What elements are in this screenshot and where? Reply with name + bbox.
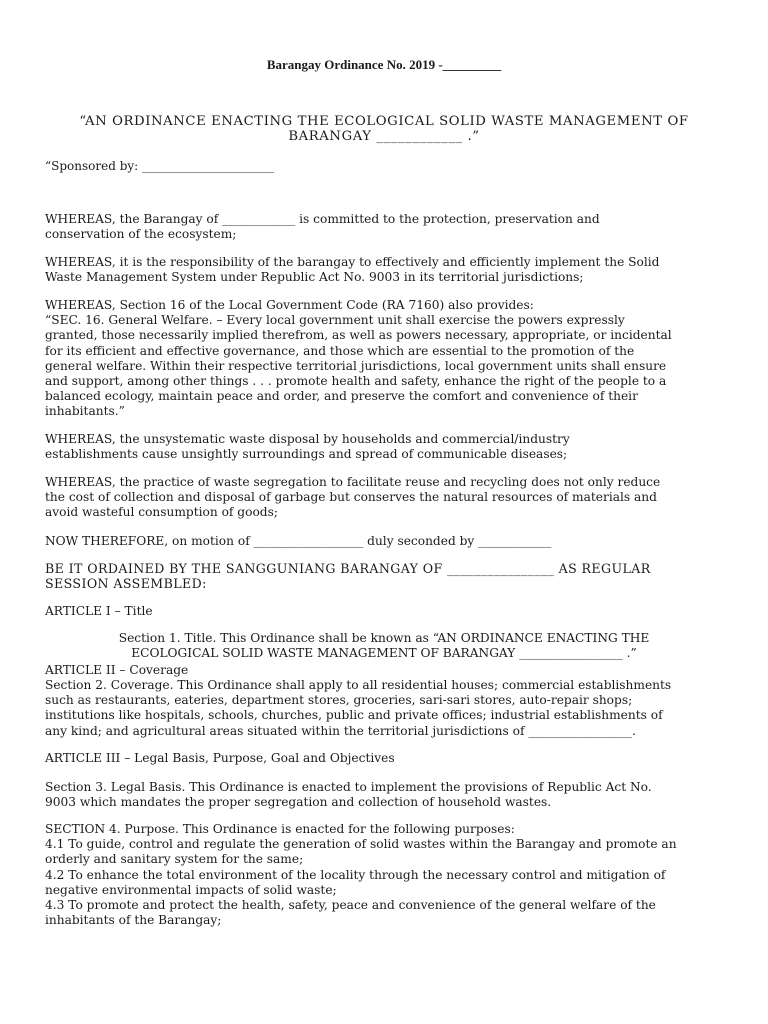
text-line: negative environmental impacts of solid waste; [45,882,337,897]
text-line: WHEREAS, it is the responsibility of the barangay to effectively and efficiently implement the Solid [45,255,660,269]
text-line: institutions like hospitals, schools, churches, public and private offices; industrial establishments of [45,708,663,723]
text-line: conservation of the ecosystem; [45,227,237,242]
text-line: WHEREAS, the Barangay of ____________ is committed to the protection, preservation and [45,212,600,226]
text-line: WHEREAS, Section 16 of the Local Government Code (RA 7160) also provides: [45,298,534,312]
section-4-purpose [45,822,723,928]
text-line: WHEREAS, the unsystematic waste disposal by households and commercial/industry [45,432,570,446]
text-line: 4.3 To promote and protect the health, safety, peace and convenience of the general welfare of the [45,898,656,913]
text-line: inhabitants of the Barangay; [45,913,222,928]
ordinance-title [45,114,723,144]
whereas-clause [45,212,723,242]
article-heading: ARTICLE III – Legal Basis, Purpose, Goal and Objectives [45,751,395,765]
text-line: the cost of collection and disposal of garbage but conserves the natural resources of materials and [45,490,657,505]
text-line: 9003 which mandates the proper segregation and collection of household wastes. [45,795,552,810]
text-line: and support, among other things . . . promote health and safety, enhance the right of the people to a [45,374,667,389]
text-line: “SEC. 16. General Welfare. – Every local government unit shall exercise the powers expressly [45,313,625,328]
text-line: establishments cause unsightly surroundings and spread of communicable diseases; [45,447,568,462]
section-3-legal-basis [45,780,723,810]
text-line: 4.2 To enhance the total environment of the locality through the necessary control and mitigation of [45,867,666,882]
ordained-clause [45,561,723,591]
text-line: BE IT ORDAINED BY THE SANGGUNIANG BARANGAY OF ________________ AS REGULAR [45,561,651,576]
text-line: Section 3. Legal Basis. This Ordinance is enacted to implement the provisions of Republic Act No. [45,780,652,794]
text-line: SESSION ASSEMBLED: [45,576,207,591]
text-line: ECOLOGICAL SOLID WASTE MANAGEMENT OF BARANGAY _________________ .” [131,646,637,660]
text-line: SECTION 4. Purpose. This Ordinance is enacted for the following purposes: [45,822,515,836]
text-line: inhabitants.” [45,404,125,419]
whereas-clause [45,298,723,420]
text-line: WHEREAS, the practice of waste segregation to facilitate reuse and recycling does not only reduce [45,475,661,489]
text-line: any kind; and agricultural areas situated within the territorial jurisdictions of _________________. [45,723,636,738]
sponsored-by: “Sponsored by: ______________________ [45,159,275,173]
ordinance-title-line: BARANGAY ____________ .” [288,129,480,144]
ordinance-title-line: “AN ORDINANCE ENACTING THE ECOLOGICAL SOLID WASTE MANAGEMENT OF [79,114,689,129]
now-therefore-clause: NOW THEREFORE, on motion of __________________ duly seconded by ____________ [45,534,552,548]
text-line: for its efficient and effective governance, and those which are essential to the promotion of the [45,343,635,358]
text-line: such as restaurants, eateries, department stores, groceries, sari-sari stores, auto-repair shops; [45,693,633,708]
whereas-clause [45,432,723,462]
text-line: general welfare. Within their respective territorial jurisdictions, local government units shall ensure [45,358,667,373]
section-1-title [45,631,723,661]
text-line: granted, those necessarily implied therefrom, as well as powers necessary, appropriate, or incidental [45,328,672,343]
whereas-clause [45,475,723,521]
text-line: Section 2. Coverage. This Ordinance shall apply to all residential houses; commercial establishments [45,678,672,692]
text-line: 4.1 To guide, control and regulate the generation of solid wastes within the Barangay and promote an [45,837,677,852]
text-line: avoid wasteful consumption of goods; [45,505,278,520]
text-line: orderly and sanitary system for the same; [45,852,304,867]
article-heading: ARTICLE I – Title [45,604,153,618]
text-line: Waste Management System under Republic Act No. 9003 in its territorial jurisdictions; [45,270,584,285]
whereas-clause [45,255,723,285]
article-heading: ARTICLE II – Coverage [45,663,189,677]
section-2-coverage [45,678,723,739]
ordinance-number: Barangay Ordinance No. 2019 -_________ [266,57,502,72]
text-line: balanced ecology, maintain peace and order, and preserve the comfort and convenience of their [45,389,638,404]
text-line: Section 1. Title. This Ordinance shall be known as “AN ORDINANCE ENACTING THE [118,631,650,645]
